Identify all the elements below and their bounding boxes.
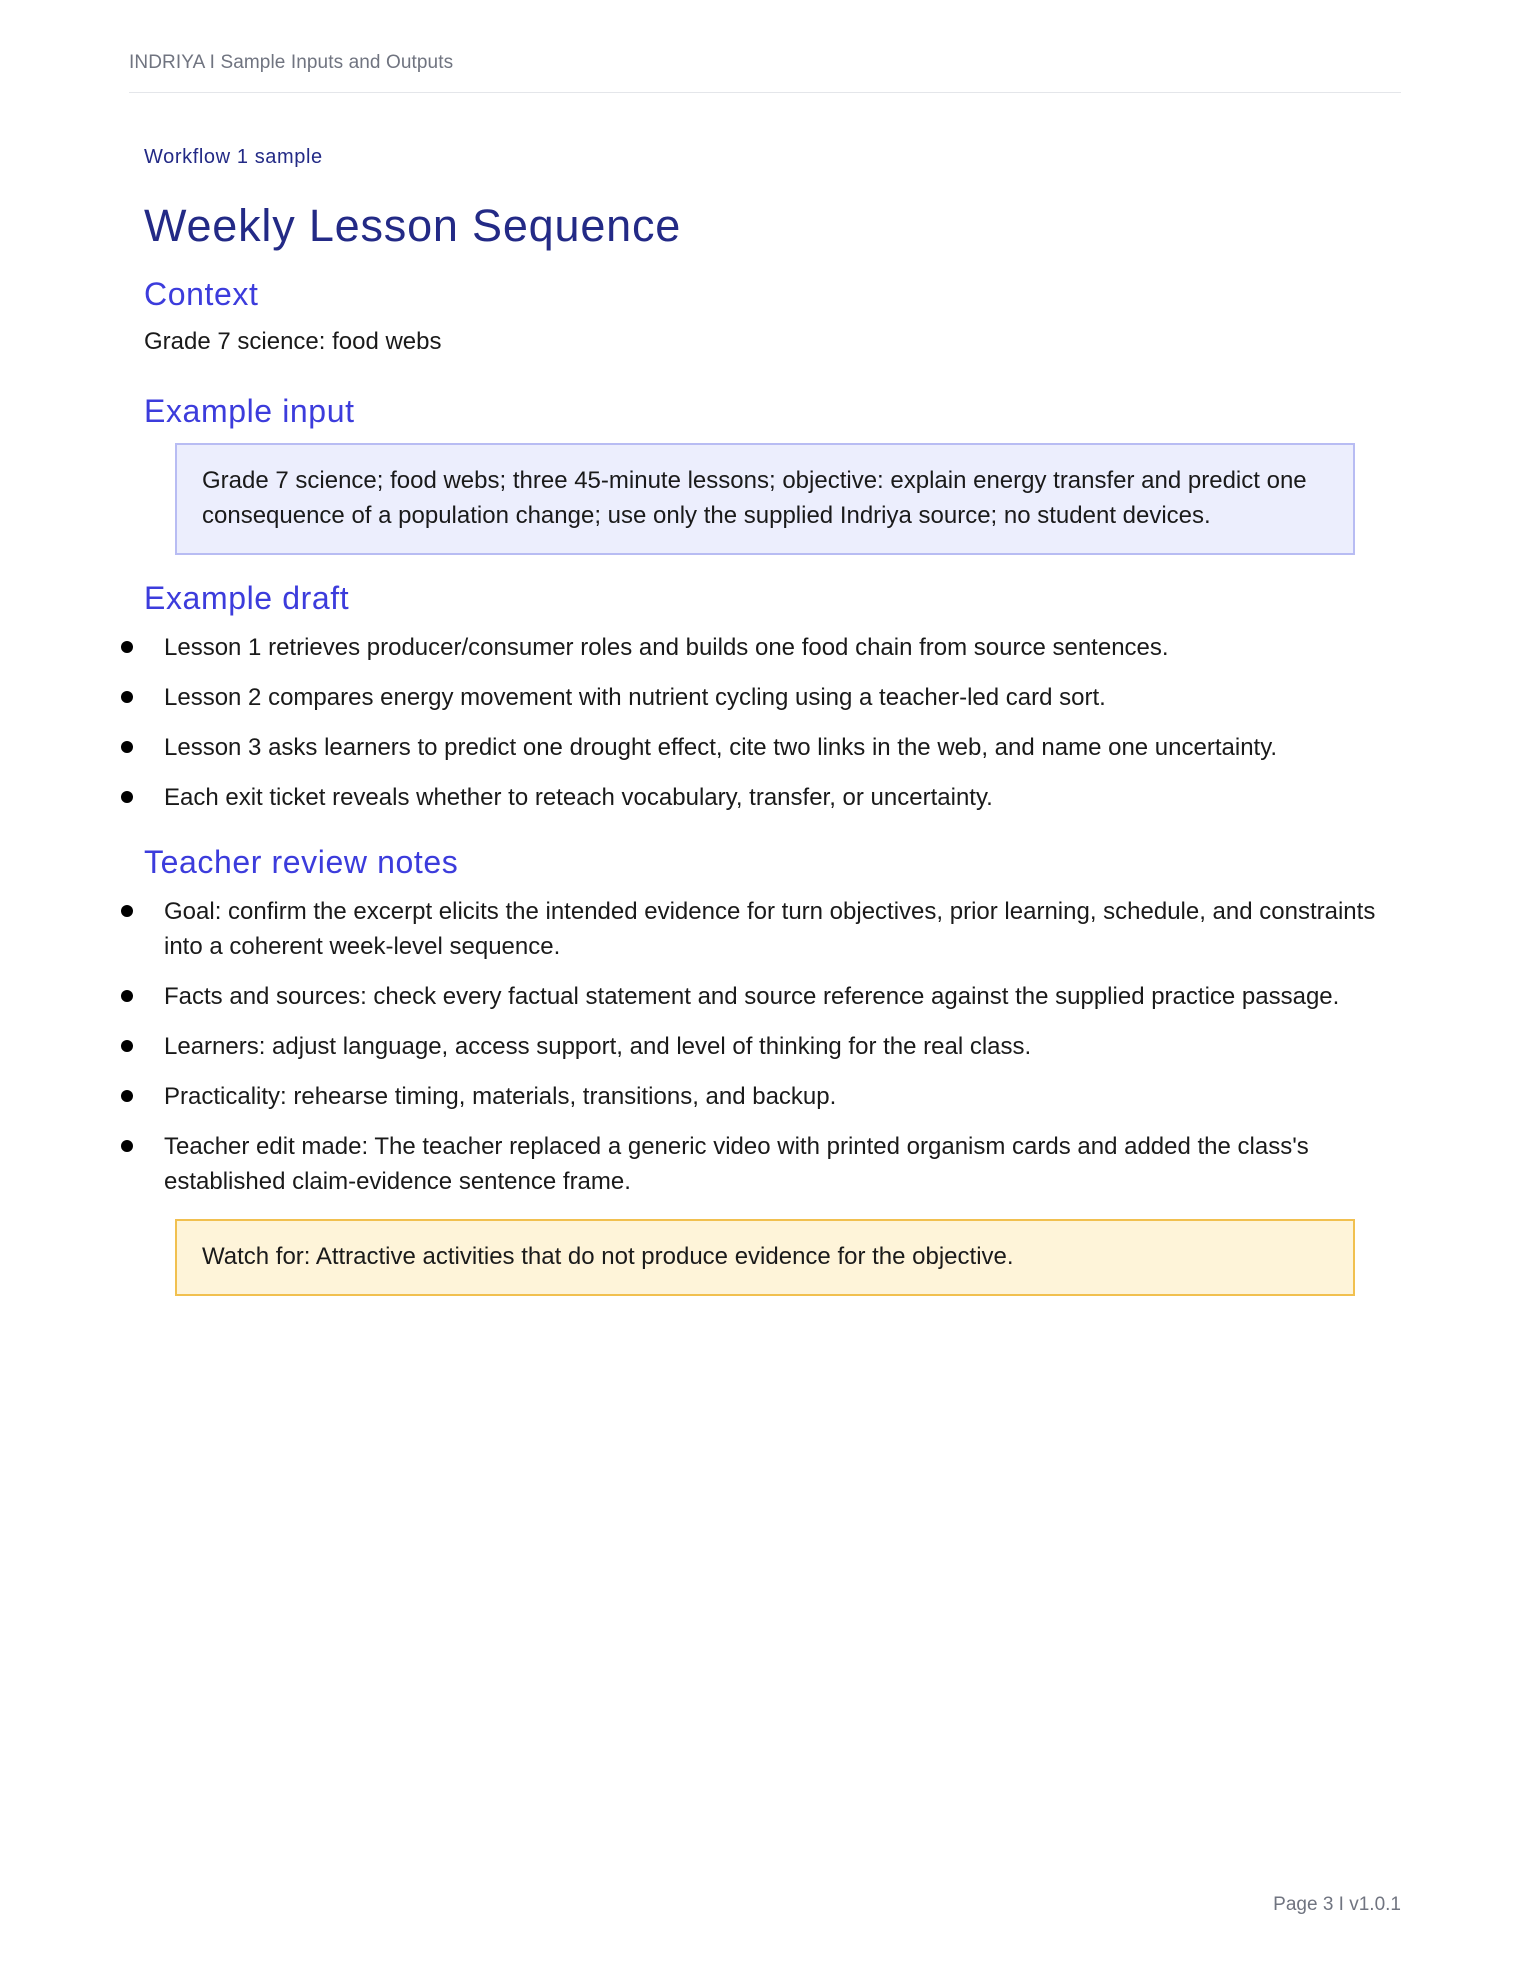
document-body — [144, 146, 1389, 1296]
review-notes-list — [144, 894, 1389, 1199]
list-item — [144, 730, 1389, 765]
list-item-text: Lesson 2 compares energy movement with nutrient cycling using a teacher-led card sort. — [164, 684, 1106, 712]
list-item — [144, 1129, 1389, 1199]
running-header: INDRIYA I Sample Inputs and Outputs — [129, 52, 454, 73]
list-item-text: Learners: adjust language, access support, and level of thinking for the real class. — [164, 1033, 1032, 1061]
example-draft-heading: Example draft — [144, 579, 350, 616]
page-title: Weekly Lesson Sequence — [144, 200, 682, 251]
list-item-text: Teacher edit made: The teacher replaced a generic video with printed organism cards and added the class's established claim-evidence sentence frame. — [164, 1133, 1309, 1196]
list-item — [144, 1079, 1389, 1114]
example-input-heading: Example input — [144, 392, 355, 429]
list-item — [144, 1029, 1389, 1064]
list-item-text: Goal: confirm the excerpt elicits the intended evidence for turn objectives, prior learning, schedule, and constraints into a coherent week-level sequence. — [164, 898, 1376, 961]
example-draft-list — [144, 630, 1389, 815]
list-item — [144, 894, 1389, 964]
context-heading: Context — [144, 275, 259, 312]
list-item — [144, 630, 1389, 665]
bullet-icon — [121, 791, 133, 803]
list-item-text: Facts and sources: check every factual statement and source reference against the supplied practice passage. — [164, 983, 1340, 1011]
bullet-icon — [121, 691, 133, 703]
list-item-text: Practicality: rehearse timing, materials, transitions, and backup. — [164, 1083, 837, 1111]
header-divider — [129, 92, 1401, 93]
list-item — [144, 680, 1389, 715]
watch-for-callout: Watch for: Attractive activities that do not produce evidence for the objective. — [175, 1219, 1355, 1296]
context-text: Grade 7 science: food webs — [144, 327, 442, 355]
workflow-eyebrow: Workflow 1 sample — [144, 146, 323, 168]
page-footer: Page 3 I v1.0.1 — [1273, 1894, 1401, 1915]
bullet-icon — [121, 1140, 133, 1152]
review-notes-heading: Teacher review notes — [144, 844, 459, 881]
bullet-icon — [121, 1040, 133, 1052]
list-item-text: Lesson 3 asks learners to predict one drought effect, cite two links in the web, and name one uncertainty. — [164, 734, 1278, 762]
example-input-callout: Grade 7 science; food webs; three 45-minute lessons; objective: explain energy transfer and predict one consequence of a population change; use only the supplied Indriya source; no student devices. — [175, 443, 1355, 555]
bullet-icon — [121, 905, 133, 917]
bullet-icon — [121, 741, 133, 753]
list-item-text: Lesson 1 retrieves producer/consumer roles and builds one food chain from source sentences. — [164, 634, 1169, 662]
bullet-icon — [121, 1090, 133, 1102]
list-item — [144, 780, 1389, 815]
list-item-text: Each exit ticket reveals whether to reteach vocabulary, transfer, or uncertainty. — [164, 784, 993, 812]
bullet-icon — [121, 641, 133, 653]
list-item — [144, 979, 1389, 1014]
bullet-icon — [121, 990, 133, 1002]
